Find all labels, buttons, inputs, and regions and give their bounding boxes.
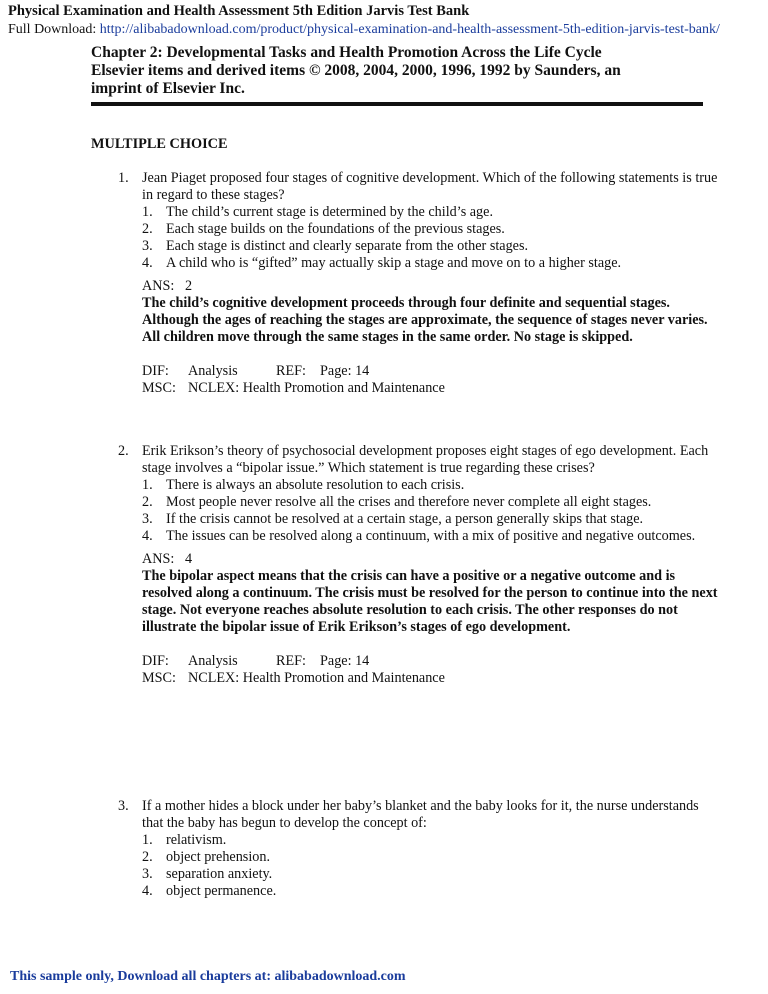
answer-option: 4. The issues can be resolved along a continuum, with a mix of positive and negative outcomes. (142, 528, 696, 544)
full-download-link[interactable]: http://alibabadownload.com/product/physical-examination-and-health-assessment-5th-edition-jarvis-test-bank/ (99, 22, 720, 37)
answer-option: 2. Each stage builds on the foundations of the previous stages. (142, 221, 505, 237)
copyright-line-cont: imprint of Elsevier Inc. (91, 80, 245, 97)
full-download-line (8, 21, 720, 38)
answer-option: 4. A child who is “gifted” may actually skip a stage and move on to a higher stage. (142, 255, 622, 271)
chapter-title: Chapter 2: Developmental Tasks and Health Promotion Across the Life Cycle (91, 44, 602, 61)
question-stem: If a mother hides a block under her baby’s blanket and the baby looks for it, the nurse understands that the baby has begun to develop the concept of: (142, 798, 699, 831)
document-title: Physical Examination and Health Assessment 5th Edition Jarvis Test Bank (8, 3, 470, 19)
question-number: 3. (118, 798, 129, 814)
chapter-heading (91, 44, 721, 98)
answer-option: 2. Most people never resolve all the crises and therefore never complete all eight stages. (142, 494, 652, 510)
heading-rule (91, 102, 703, 106)
answer-option: 1. relativism. (142, 832, 227, 848)
answer-option: 3. Each stage is distinct and clearly separate from the other stages. (142, 238, 529, 254)
question-metadata: DIF: Analysis REF: Page: 14 (142, 363, 370, 379)
answer-key: ANS: 4 (142, 551, 193, 567)
answer-option: 2. object prehension. (142, 849, 271, 865)
rationale: The child’s cognitive development proceeds through four definite and sequential stages. Although the ages of reaching the stages are approximate, the sequence of stages never varies. All children move through the same stages in the same order. No stage is skipped. (142, 295, 708, 345)
copyright-line: Elsevier items and derived items © 2008, 2004, 2000, 1996, 1992 by Saunders, an (91, 62, 621, 79)
question-2 (118, 443, 718, 687)
question-metadata: DIF: Analysis REF: Page: 14 (142, 653, 370, 669)
question-number: 1. (118, 170, 129, 186)
answer-option: 3. If the crisis cannot be resolved at a certain stage, a person generally skips that stage. (142, 511, 644, 527)
question-msc: MSC: NCLEX: Health Promotion and Maintenance (142, 670, 445, 686)
question-1 (118, 170, 718, 397)
question-number: 2. (118, 443, 129, 459)
answer-key: ANS: 2 (142, 278, 193, 294)
answer-option: 4. object permanence. (142, 883, 277, 899)
footer-promo[interactable]: This sample only, Download all chapters at: alibabadownload.com (10, 969, 406, 984)
answer-option: 1. The child’s current stage is determined by the child’s age. (142, 204, 493, 220)
rationale: The bipolar aspect means that the crisis can have a positive or a negative outcome and is resolved along a continuum. The crisis must be resolved for the person to continue into the next stage. Not everyone reaches absolute resolution to each crisis. The other responses do not illustrate the bipolar issue of Erik Erikson’s stages of ego development. (142, 568, 718, 635)
question-stem: Erik Erikson’s theory of psychosocial development proposes eight stages of ego development. Each stage involves a “bipolar issue.” Which statement is true regarding these crises? (142, 443, 709, 476)
full-download-label: Full Download: (8, 22, 100, 37)
answer-option: 3. separation anxiety. (142, 866, 273, 882)
question-stem: Jean Piaget proposed four stages of cognitive development. Which of the following statements is true in regard to these stages? (142, 170, 718, 203)
section-heading: MULTIPLE CHOICE (91, 136, 228, 152)
question-3 (118, 798, 718, 900)
question-msc: MSC: NCLEX: Health Promotion and Maintenance (142, 380, 445, 396)
answer-option: 1. There is always an absolute resolution to each crisis. (142, 477, 465, 493)
